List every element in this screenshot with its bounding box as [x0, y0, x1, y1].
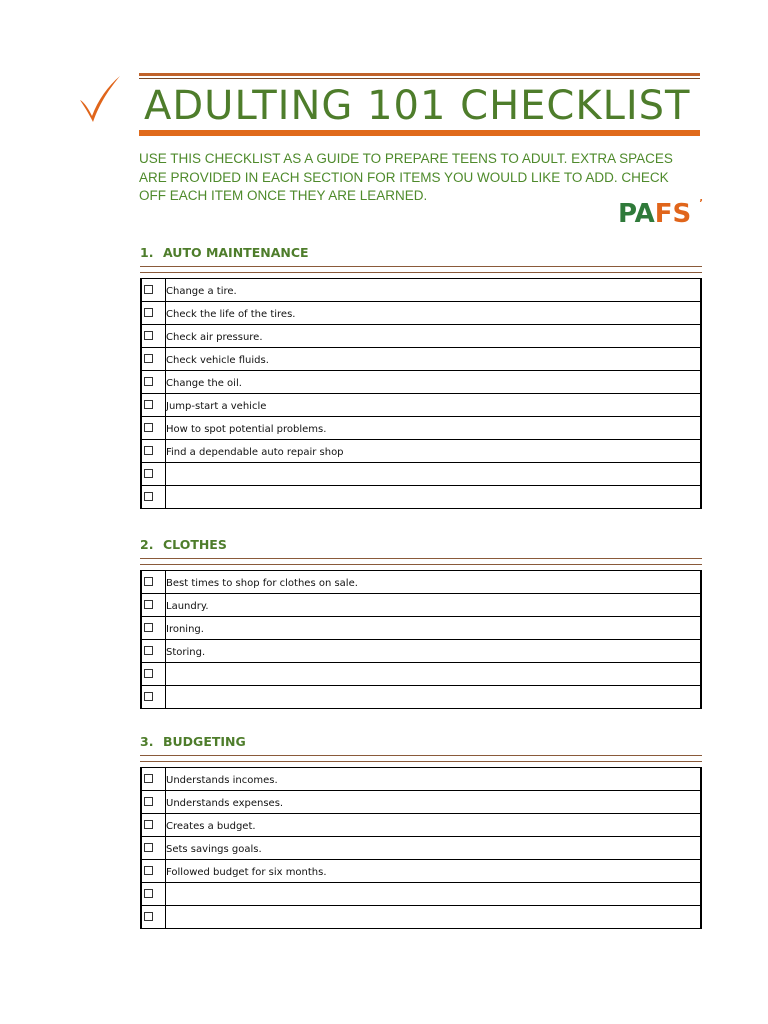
checkbox[interactable]	[144, 577, 153, 586]
checklist-item[interactable]	[166, 663, 700, 685]
logo-accent-icon: ’	[699, 198, 703, 209]
checkbox[interactable]	[144, 797, 153, 806]
checklist-item: Check vehicle fluids.	[166, 355, 269, 366]
checklist-item: Understands incomes.	[166, 775, 278, 786]
checkbox[interactable]	[144, 377, 153, 386]
section-heading	[140, 536, 702, 554]
section-number: 2.	[140, 537, 154, 552]
checklist-item: Check the life of the tires.	[166, 309, 296, 320]
checkbox-cell	[142, 837, 166, 859]
checklist-row	[142, 393, 700, 416]
checklist-row	[142, 571, 700, 593]
checklist-item: Ironing.	[166, 624, 204, 635]
checkbox[interactable]	[144, 354, 153, 363]
intro-text: USE THIS CHECKLIST AS A GUIDE TO PREPARE TEENS TO ADULT. EXTRA SPACES ARE PROVIDED IN EACH SECTION FOR ITEMS YOU WOULD LIKE TO ADD. CHECK OFF EACH ITEM ONCE THEY ARE LEARNED.	[139, 151, 673, 203]
checkbox-cell	[142, 394, 166, 416]
checklist-row	[142, 416, 700, 439]
section-title: BUDGETING	[163, 734, 246, 749]
checkbox-cell	[142, 768, 166, 790]
checklist-row	[142, 905, 700, 928]
checkbox-cell	[142, 594, 166, 616]
checkbox-cell	[142, 486, 166, 508]
checklist-row	[142, 462, 700, 485]
checklist-item[interactable]	[166, 486, 700, 508]
checklist-item: Jump-start a vehicle	[166, 401, 267, 412]
checkbox[interactable]	[144, 866, 153, 875]
checkbox[interactable]	[144, 889, 153, 898]
checkbox[interactable]	[144, 623, 153, 632]
checklist-item: Change a tire.	[166, 286, 237, 297]
checkbox-cell	[142, 279, 166, 301]
checkbox[interactable]	[144, 912, 153, 921]
checklist-item[interactable]	[166, 883, 700, 905]
checklist-row	[142, 685, 700, 708]
page-title: ADULTING 101 CHECKLIST	[144, 83, 691, 129]
checkbox[interactable]	[144, 843, 153, 852]
checkbox-cell	[142, 348, 166, 370]
checklist-row	[142, 859, 700, 882]
checklist-item: Creates a budget.	[166, 821, 256, 832]
section-number: 1.	[140, 245, 154, 260]
checklist-row	[142, 813, 700, 836]
checklist-item: Sets savings goals.	[166, 844, 262, 855]
checkbox-cell	[142, 906, 166, 928]
checklist-item: Best times to shop for clothes on sale.	[166, 578, 358, 589]
checkbox[interactable]	[144, 446, 153, 455]
checkbox-cell	[142, 791, 166, 813]
checkbox[interactable]	[144, 669, 153, 678]
checklist-row	[142, 279, 700, 301]
checklist-item: Change the oil.	[166, 378, 242, 389]
checklist-row	[142, 768, 700, 790]
checkbox[interactable]	[144, 423, 153, 432]
checklist-item: Find a dependable auto repair shop	[166, 447, 344, 458]
checkbox-cell	[142, 302, 166, 324]
checklist-table	[140, 278, 702, 509]
checklist-row	[142, 485, 700, 508]
pafs-logo	[618, 199, 702, 229]
checklist-row	[142, 616, 700, 639]
checkbox[interactable]	[144, 492, 153, 501]
checkbox-cell	[142, 640, 166, 662]
checklist-row	[142, 836, 700, 859]
checklist-table	[140, 570, 702, 709]
checkbox[interactable]	[144, 774, 153, 783]
checklist-item: How to spot potential problems.	[166, 424, 327, 435]
checkbox-cell	[142, 686, 166, 708]
checklist-table	[140, 767, 702, 929]
checklist-row	[142, 324, 700, 347]
checklist-item: Check air pressure.	[166, 332, 263, 343]
checkbox-cell	[142, 860, 166, 882]
checklist-row	[142, 662, 700, 685]
checklist-row	[142, 593, 700, 616]
checkbox-cell	[142, 371, 166, 393]
checkbox[interactable]	[144, 331, 153, 340]
title-rule	[139, 130, 700, 136]
checklist-row	[142, 370, 700, 393]
logo-text-fs: FS	[654, 199, 692, 229]
section-rule	[140, 755, 702, 762]
section-rule	[140, 558, 702, 565]
checklist-item: Laundry.	[166, 601, 209, 612]
checkbox-cell	[142, 571, 166, 593]
checkbox[interactable]	[144, 646, 153, 655]
checkmark-icon	[76, 72, 124, 124]
section-budgeting	[140, 733, 702, 929]
checkbox-cell	[142, 814, 166, 836]
checklist-row	[142, 439, 700, 462]
checkbox[interactable]	[144, 285, 153, 294]
checklist-row	[142, 301, 700, 324]
section-heading	[140, 244, 702, 262]
checkbox-cell	[142, 440, 166, 462]
section-title: AUTO MAINTENANCE	[163, 245, 309, 260]
section-clothes	[140, 536, 702, 709]
checklist-item[interactable]	[166, 686, 700, 708]
section-heading	[140, 733, 702, 751]
checkbox-cell	[142, 417, 166, 439]
top-rule-thin	[139, 78, 700, 79]
checkbox-cell	[142, 883, 166, 905]
checklist-row	[142, 639, 700, 662]
checklist-row	[142, 790, 700, 813]
checklist-item: Followed budget for six months.	[166, 867, 327, 878]
section-number: 3.	[140, 734, 154, 749]
checklist-item[interactable]	[166, 463, 700, 485]
checkbox[interactable]	[144, 308, 153, 317]
logo-text-pa: PA	[618, 199, 655, 229]
checklist-item: Storing.	[166, 647, 206, 658]
checklist-item: Understands expenses.	[166, 798, 284, 809]
checkbox-cell	[142, 325, 166, 347]
checkbox[interactable]	[144, 820, 153, 829]
section-auto-maintenance	[140, 244, 702, 509]
checkbox-cell	[142, 463, 166, 485]
checkbox[interactable]	[144, 469, 153, 478]
checkbox-cell	[142, 617, 166, 639]
checklist-row	[142, 347, 700, 370]
checklist-row	[142, 882, 700, 905]
top-rule	[139, 73, 700, 76]
checkbox-cell	[142, 663, 166, 685]
checkbox[interactable]	[144, 400, 153, 409]
checkbox[interactable]	[144, 692, 153, 701]
section-rule	[140, 266, 702, 273]
checklist-item[interactable]	[166, 906, 700, 928]
section-title: CLOTHES	[163, 537, 227, 552]
checkbox[interactable]	[144, 600, 153, 609]
